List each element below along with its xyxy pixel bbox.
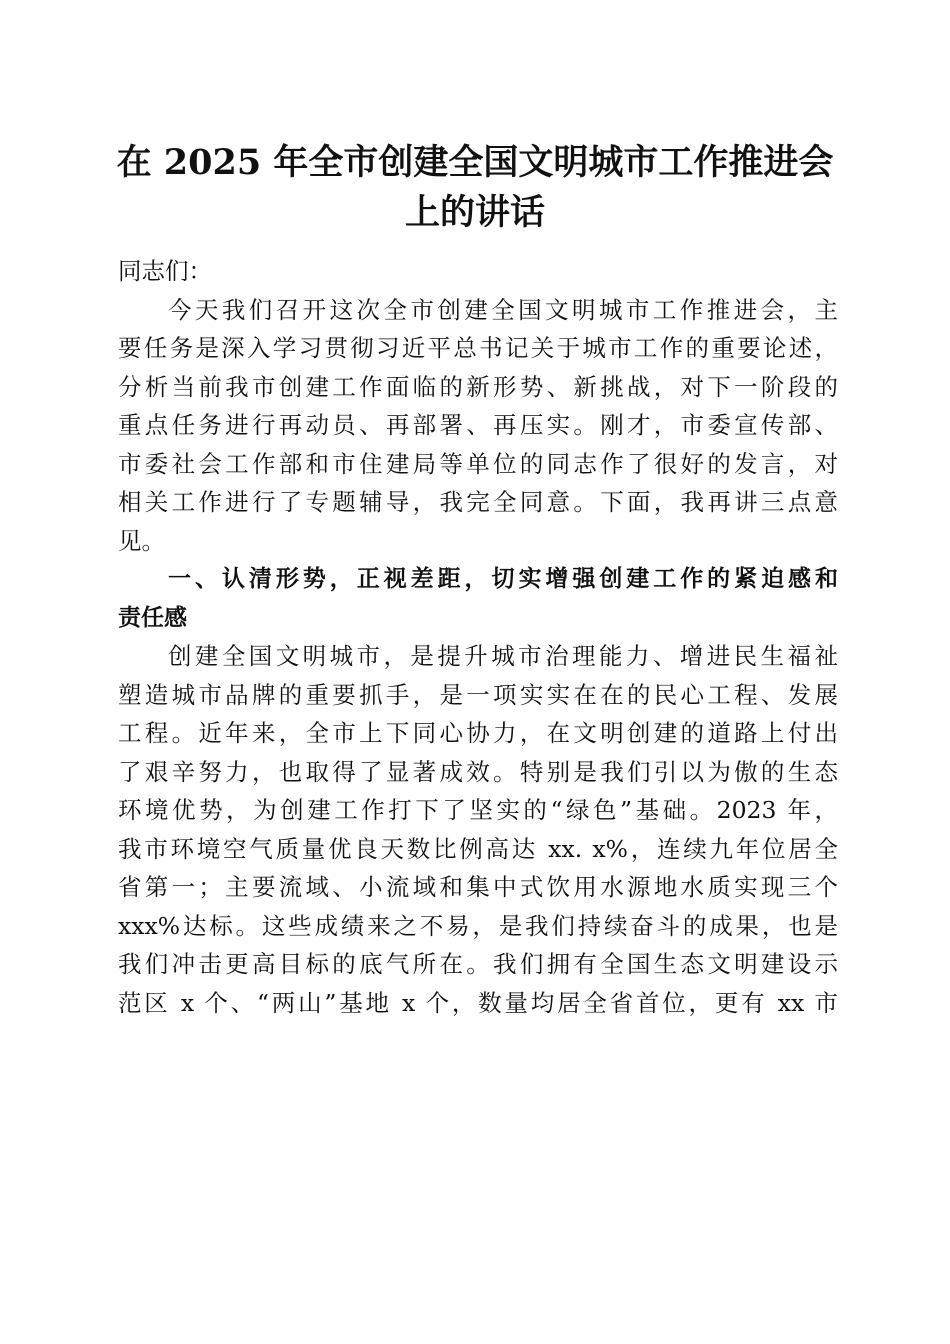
document-body xyxy=(118,252,838,1022)
section-line: 省第一；主要流域、小流域和集中式饮用水源地水质实现三个 xyxy=(118,873,838,901)
section-heading-line: 一、认清形势，正视差距，切实增强创建工作的紧迫感和 xyxy=(168,566,838,592)
intro-line: 相关工作进行了专题辅导，我完全同意。下面，我再讲三点意 xyxy=(118,488,838,516)
intro-line: 见。 xyxy=(118,526,165,555)
section-line: 环境优势，为创建工作打下了坚实的“绿色”基础。2023 年， xyxy=(118,796,838,824)
title-line-1: 在 2025 年全市创建全国文明城市工作推进会 xyxy=(116,142,834,183)
section-line: 范区 x 个、“两山”基地 x 个，数量均居全省首位，更有 xx 市 xyxy=(118,988,838,1017)
section-line: 塑造城市品牌的重要抓手，是一项实实在在的民心工程、发展 xyxy=(118,680,838,709)
intro-line: 今天我们召开这次全市创建全国文明城市工作推进会，主 xyxy=(168,295,838,324)
intro-line: 要任务是深入学习贯彻习近平总书记关于城市工作的重要论述， xyxy=(118,334,838,362)
section-line: 我们冲击更高目标的底气所在。我们拥有全国生态文明建设示 xyxy=(118,950,838,978)
salutation: 同志们： xyxy=(118,257,212,285)
intro-line: 市委社会工作部和市住建局等单位的同志作了很好的发言，对 xyxy=(118,449,838,478)
section-heading-line: 责任感 xyxy=(118,604,187,631)
section-line: 了艰辛努力，也取得了显著成效。特别是我们引以为傲的生态 xyxy=(118,757,838,786)
section-line: 我市环境空气质量优良天数比例高达 xx. x%，连续九年位居全 xyxy=(118,834,838,863)
section-line: 工程。近年来，全市上下同心协力，在文明创建的道路上付出 xyxy=(118,719,838,747)
section-line: 创建全国文明城市，是提升城市治理能力、增进民生福祉 xyxy=(168,642,838,670)
section-line: xxx%达标。这些成绩来之不易，是我们持续奋斗的成果，也是 xyxy=(118,911,838,940)
intro-line: 分析当前我市创建工作面临的新形势、新挑战，对下一阶段的 xyxy=(118,372,838,401)
document-title xyxy=(100,138,850,238)
title-line-2: 上的讲话 xyxy=(404,192,545,233)
intro-line: 重点任务进行再动员、再部署、再压实。刚才，市委宣传部、 xyxy=(118,411,838,439)
